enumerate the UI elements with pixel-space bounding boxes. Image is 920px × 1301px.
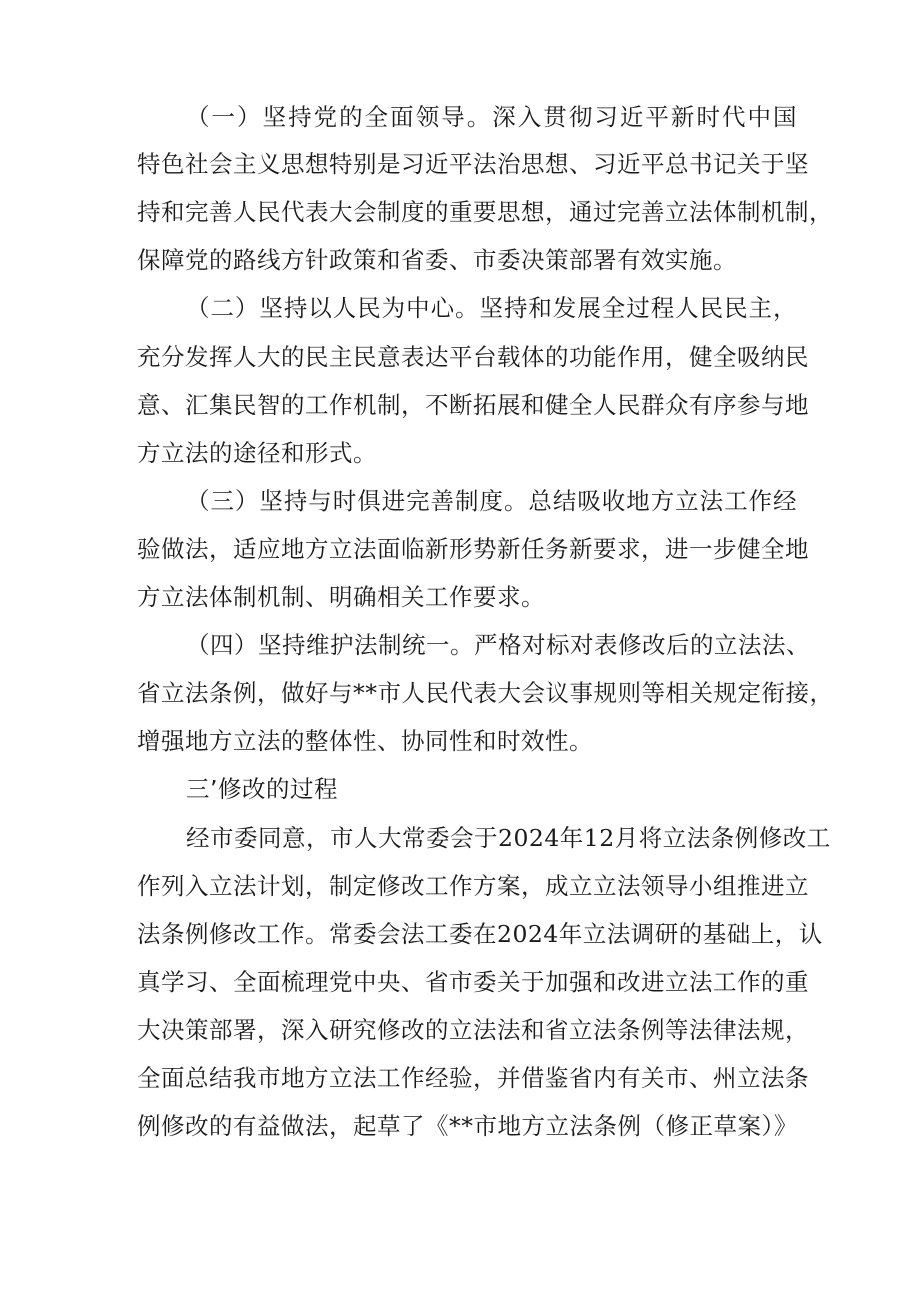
paragraph-1-lead: （一）坚持党的全面领导。: [186, 103, 493, 131]
paragraph-4-lead: （四）坚持维护法制统一。: [186, 631, 474, 659]
paragraph-2-line-4: 方立法的途径和形式。: [137, 439, 377, 467]
process-line-7: 例修改的有益做法，起草了《**市地方立法条例（修正草案）》: [137, 1112, 798, 1140]
paragraph-4-line-2: 省立法条例，做好与**市人民代表大会议事规则等相关规定衔接，: [137, 679, 834, 707]
paragraph-1-line-1: [186, 101, 797, 133]
paragraph-1-line-2: 特色社会主义思想特别是习近平法治思想、习近平总书记关于坚: [137, 150, 809, 178]
paragraph-2-text: 坚持和发展全过程人民民主，: [479, 294, 797, 322]
process-line-2: 作列入立法计划，制定修改工作方案，成立立法领导小组推进立: [137, 872, 809, 900]
process-line-3: 法条例修改工作。常委会法工委在2024年立法调研的基础上，认: [137, 920, 823, 948]
paragraph-4-text: 严格对标对表修改后的立法法、: [474, 631, 810, 659]
section-heading: 三’修改的过程: [186, 775, 338, 803]
paragraph-3-lead: （三）坚持与时俱进完善制度。: [186, 487, 529, 515]
paragraph-2-line-3: 意、汇集民智的工作机制，不断拓展和健全人民群众有序参与地: [137, 391, 809, 419]
paragraph-2-line-1: [186, 292, 797, 324]
paragraph-1-text: 深入贯彻习近平新时代中国: [492, 103, 798, 131]
process-line-6: 全面总结我市地方立法工作经验，并借鉴省内有关市、州立法条: [137, 1064, 809, 1092]
paragraph-2-line-2: 充分发挥人大的民主民意表达平台载体的功能作用，健全吸纳民: [137, 343, 809, 371]
paragraph-3-text: 总结吸收地方立法工作经: [528, 487, 798, 515]
paragraph-4-line-1: [186, 629, 810, 661]
paragraph-3-line-2: 验做法，适应地方立法面临新形势新任务新要求，进一步健全地: [137, 535, 809, 563]
process-line-4: 真学习、全面梳理党中央、省市委关于加强和改进立法工作的重: [137, 968, 809, 996]
paragraph-1-line-3: 持和完善人民代表大会制度的重要思想，通过完善立法体制机制，: [137, 198, 833, 226]
paragraph-3-line-3: 方立法体制机制、明确相关工作要求。: [137, 583, 545, 611]
paragraph-3-line-1: [186, 485, 797, 517]
paragraph-1-line-4: 保障党的路线方针政策和省委、市委决策部署有效实施。: [137, 246, 737, 274]
paragraph-4-line-3: 增强地方立法的整体性、协同性和时效性。: [137, 727, 593, 755]
process-line-1: 经市委同意，市人大常委会于2024年12月将立法条例修改工: [186, 824, 831, 852]
process-line-5: 大决策部署，深入研究修改的立法法和省立法条例等法律法规，: [137, 1016, 809, 1044]
paragraph-2-lead: （二）坚持以人民为中心。: [186, 294, 480, 322]
